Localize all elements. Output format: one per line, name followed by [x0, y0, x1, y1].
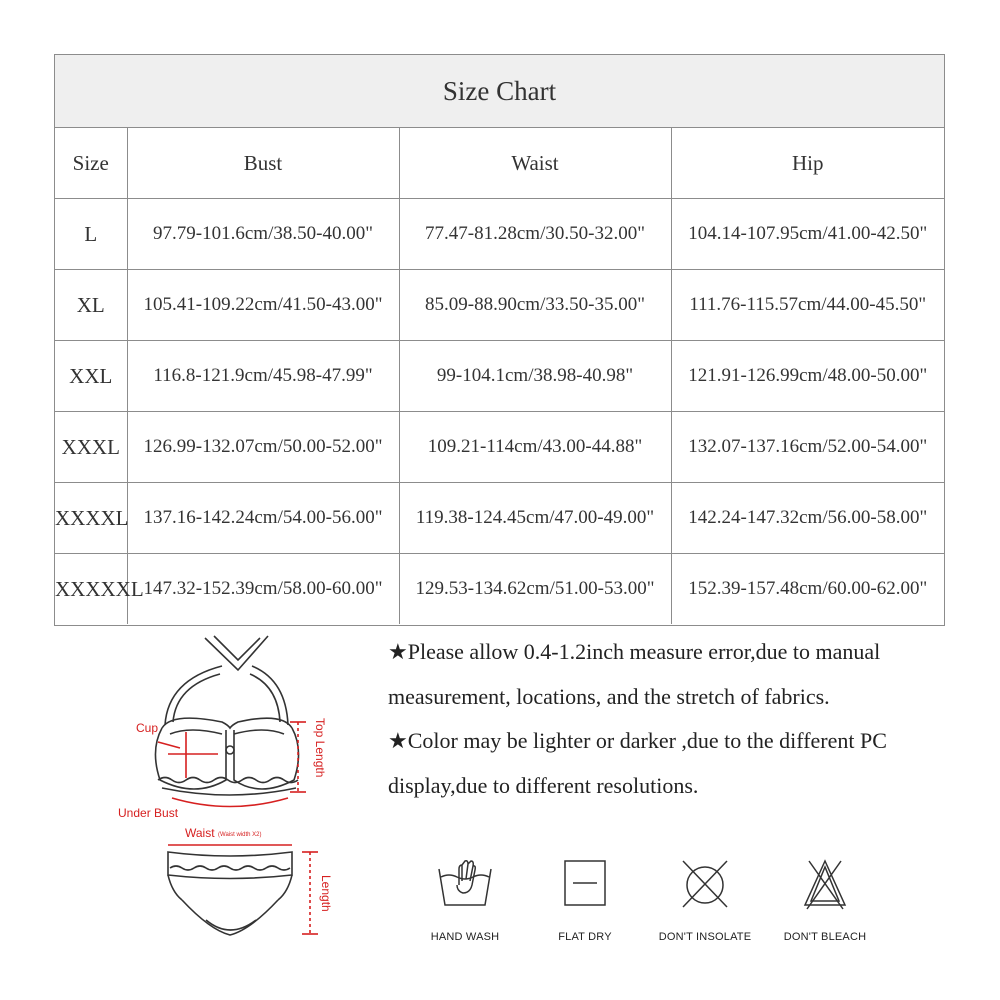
measure-cell: 137.16-142.24cm/54.00-56.00" [127, 483, 399, 554]
measure-cell: 109.21-114cm/43.00-44.88" [399, 412, 671, 483]
care-label-hand-wash: HAND WASH [430, 931, 500, 943]
size-cell: L [55, 199, 127, 270]
waist-note: (Waist width X2) [218, 832, 262, 838]
size-cell: XXXXL [55, 483, 127, 554]
table-header-row [55, 128, 944, 199]
header-cell: Hip [671, 128, 944, 199]
table-row [55, 270, 944, 341]
measure-cell: 147.32-152.39cm/58.00-60.00" [127, 554, 399, 625]
care-hand-wash [410, 855, 520, 955]
size-cell: XXL [55, 341, 127, 412]
measure-cell: 129.53-134.62cm/51.00-53.00" [399, 554, 671, 625]
size-table [55, 128, 944, 624]
care-dont-insolate [650, 855, 760, 955]
under-bust-label: Under Bust [118, 806, 179, 820]
hand-wash-icon [435, 855, 495, 915]
care-label-dont-insolate: DON'T INSOLATE [658, 931, 752, 943]
dont-bleach-icon [795, 855, 855, 915]
notes [388, 630, 948, 808]
measure-cell: 142.24-147.32cm/56.00-58.00" [671, 483, 944, 554]
length-label: Length [319, 875, 333, 912]
flat-dry-icon [555, 855, 615, 915]
measure-cell: 77.47-81.28cm/30.50-32.00" [399, 199, 671, 270]
size-chart-title: Size Chart [55, 55, 944, 128]
care-label-dont-bleach: DON'T BLEACH [783, 931, 867, 943]
bikini-measurement-diagram [110, 630, 350, 950]
measure-cell: 99-104.1cm/38.98-40.98" [399, 341, 671, 412]
care-dont-bleach [770, 855, 880, 955]
table-row [55, 341, 944, 412]
top-length-label: Top Length [313, 718, 327, 778]
note-measure-error: ★Please allow 0.4-1.2inch measure error,due to manual measurement, locations, and the stretch of fabrics. [388, 639, 881, 709]
size-cell: XXXXXL [55, 554, 127, 625]
care-label-flat-dry: FLAT DRY [558, 931, 612, 943]
size-cell: XL [55, 270, 127, 341]
measure-cell: 152.39-157.48cm/60.00-62.00" [688, 578, 928, 599]
measure-cell: 121.91-126.99cm/48.00-50.00" [671, 341, 944, 412]
table-row [55, 412, 944, 483]
measure-cell: 126.99-132.07cm/50.00-52.00" [127, 412, 399, 483]
measure-cell: 119.38-124.45cm/47.00-49.00" [399, 483, 671, 554]
header-cell: Size [55, 128, 127, 199]
measure-cell: 116.8-121.9cm/45.98-47.99" [127, 341, 399, 412]
measure-cell: 97.79-101.6cm/38.50-40.00" [127, 199, 399, 270]
table-row [55, 483, 944, 554]
cup-label: Cup [136, 721, 159, 735]
waist-label: Waist [185, 826, 215, 840]
measure-cell: 111.76-115.57cm/44.00-45.50" [671, 270, 944, 341]
measure-cell: 105.41-109.22cm/41.50-43.00" [127, 270, 399, 341]
measure-cell: 132.07-137.16cm/52.00-54.00" [671, 412, 944, 483]
header-cell: Bust [127, 128, 399, 199]
size-chart-table [54, 54, 945, 626]
note-color: ★Color may be lighter or darker ,due to the different PC display,due to different resolutions. [388, 728, 887, 798]
header-cell: Waist [399, 128, 671, 199]
table-row [55, 199, 944, 270]
care-instructions [410, 855, 900, 955]
measure-cell: 104.14-107.95cm/41.00-42.50" [671, 199, 944, 270]
dont-insolate-icon [675, 855, 735, 915]
measure-cell: 85.09-88.90cm/33.50-35.00" [399, 270, 671, 341]
table-row [55, 554, 944, 625]
size-cell: XXXL [55, 412, 127, 483]
care-flat-dry [530, 855, 640, 955]
